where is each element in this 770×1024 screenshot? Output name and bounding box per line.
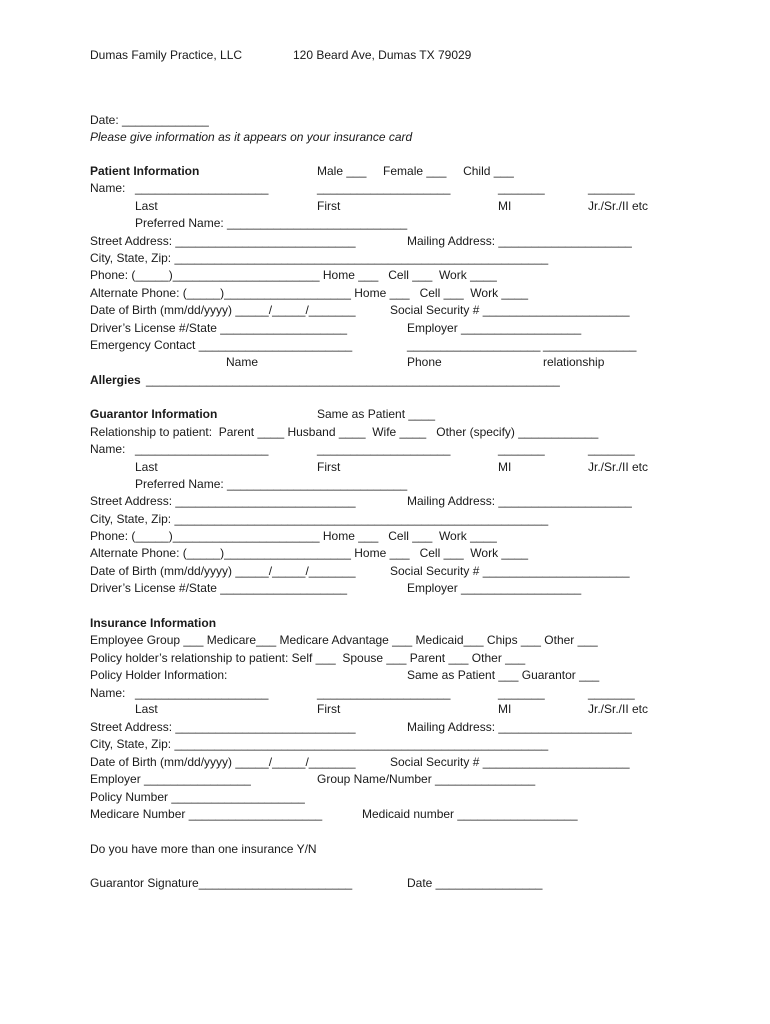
guarantor-same-as-patient[interactable]: Same as Patient ____ [317,407,436,421]
emergency-contact-field[interactable]: Emergency Contact _______________________ [90,338,353,352]
patient-street-address-field[interactable]: Street Address: ___________________________ [90,234,356,248]
guarantor-caption-last: Last [135,460,158,474]
policy-holder-employer-field[interactable]: Employer ________________ [90,772,251,786]
policy-holder-ssn-field[interactable]: Social Security # ______________________ [390,755,630,769]
guarantor-relationship-options[interactable]: Relationship to patient: Parent ____ Husband ____ Wife ____ Other (specify) ____________ [90,425,599,439]
patient-section-title: Patient Information [90,164,200,178]
emergency-phone-field[interactable]: ____________________ [407,338,541,352]
policy-holder-mailing-address-field[interactable]: Mailing Address: ____________________ [407,720,632,734]
patient-city-state-zip-field[interactable]: City, State, Zip: ________________________________________________________ [90,251,549,265]
guarantor-mi-field[interactable]: _______ [498,442,545,456]
signature-date-field[interactable]: Date ________________ [407,876,543,890]
policy-holder-info-label: Policy Holder Information: [90,668,228,682]
policy-holder-caption-first: First [317,702,341,716]
guarantor-phone-field[interactable]: Phone: (_____)______________________ Home ___ Cell ___ Work ____ [90,529,497,543]
policy-holder-city-state-zip-field[interactable]: City, State, Zip: ________________________________________________________ [90,737,549,751]
patient-employer-field[interactable]: Employer __________________ [407,321,582,335]
guarantor-city-state-zip-field[interactable]: City, State, Zip: ________________________________________________________ [90,512,549,526]
patient-mi-field[interactable]: _______ [498,181,545,195]
practice-address: 120 Beard Ave, Dumas TX 79029 [293,48,472,62]
guarantor-last-name-field[interactable]: ____________________ [135,442,269,456]
policy-holder-suffix-field[interactable]: _______ [588,686,635,700]
allergies-field[interactable]: ______________________________________________________________ [146,373,560,387]
guarantor-preferred-name-field[interactable]: Preferred Name: ___________________________ [135,477,408,491]
policy-holder-caption-last: Last [135,702,158,716]
medicare-number-field[interactable]: Medicare Number ____________________ [90,807,323,821]
patient-caption-first: First [317,199,341,213]
guarantor-suffix-field[interactable]: _______ [588,442,635,456]
policy-holder-dob-field[interactable]: Date of Birth (mm/dd/yyyy) _____/_____/_______ [90,755,356,769]
policy-number-field[interactable]: Policy Number ____________________ [90,790,305,804]
guarantor-caption-mi: MI [498,460,512,474]
emergency-caption-relationship: relationship [543,355,605,369]
guarantor-name-label: Name: [90,442,126,456]
instruction-text: Please give information as it appears on your insurance card [90,130,413,144]
group-name-number-field[interactable]: Group Name/Number _______________ [317,772,536,786]
patient-caption-mi: MI [498,199,512,213]
emergency-relationship-field[interactable]: ______________ [543,338,637,352]
guarantor-mailing-address-field[interactable]: Mailing Address: ____________________ [407,494,632,508]
guarantor-employer-field[interactable]: Employer __________________ [407,581,582,595]
guarantor-first-name-field[interactable]: ____________________ [317,442,451,456]
guarantor-street-address-field[interactable]: Street Address: ___________________________ [90,494,356,508]
patient-name-label: Name: [90,181,126,195]
insurance-section-title: Insurance Information [90,616,217,630]
guarantor-alternate-phone-field[interactable]: Alternate Phone: (_____)___________________ Home ___ Cell ___ Work ____ [90,546,529,560]
patient-dob-field[interactable]: Date of Birth (mm/dd/yyyy) _____/_____/_______ [90,303,356,317]
guarantor-dob-field[interactable]: Date of Birth (mm/dd/yyyy) _____/_____/_______ [90,564,356,578]
policy-holder-caption-mi: MI [498,702,512,716]
guarantor-ssn-field[interactable]: Social Security # ______________________ [390,564,630,578]
patient-caption-last: Last [135,199,158,213]
more-than-one-insurance-question[interactable]: Do you have more than one insurance Y/N [90,842,317,856]
patient-last-name-field[interactable]: ____________________ [135,181,269,195]
policy-holder-mi-field[interactable]: _______ [498,686,545,700]
policy-holder-last-name-field[interactable]: ____________________ [135,686,269,700]
policy-holder-relationship-options[interactable]: Policy holder’s relationship to patient: Self ___ Spouse ___ Parent ___ Other ___ [90,651,526,665]
policy-holder-name-label: Name: [90,686,126,700]
policy-holder-street-address-field[interactable]: Street Address: ___________________________ [90,720,356,734]
patient-suffix-field[interactable]: _______ [588,181,635,195]
practice-name: Dumas Family Practice, LLC [90,48,243,62]
guarantor-section-title: Guarantor Information [90,407,218,421]
policy-holder-caption-suffix: Jr./Sr./II etc [588,702,649,716]
patient-preferred-name-field[interactable]: Preferred Name: ___________________________ [135,216,408,230]
insurance-group-options[interactable]: Employee Group ___ Medicare___ Medicare Advantage ___ Medicaid___ Chips ___ Other ___ [90,633,598,647]
guarantor-signature-field[interactable]: Guarantor Signature_______________________ [90,876,353,890]
emergency-caption-phone: Phone [407,355,442,369]
patient-ssn-field[interactable]: Social Security # ______________________ [390,303,630,317]
patient-first-name-field[interactable]: ____________________ [317,181,451,195]
patient-caption-suffix: Jr./Sr./II etc [588,199,649,213]
medicaid-number-field[interactable]: Medicaid number __________________ [362,807,578,821]
guarantor-license-field[interactable]: Driver’s License #/State ___________________ [90,581,348,595]
date-field[interactable]: Date: _____________ [90,113,209,127]
patient-gender-options[interactable]: Male ___ Female ___ Child ___ [317,164,514,178]
policy-holder-same-as-options[interactable]: Same as Patient ___ Guarantor ___ [407,668,600,682]
emergency-caption-name: Name [226,355,259,369]
patient-phone-field[interactable]: Phone: (_____)______________________ Home ___ Cell ___ Work ____ [90,268,497,282]
patient-license-field[interactable]: Driver’s License #/State ___________________ [90,321,348,335]
allergies-label: Allergies [90,373,141,387]
patient-alternate-phone-field[interactable]: Alternate Phone: (_____)___________________ Home ___ Cell ___ Work ____ [90,286,529,300]
guarantor-caption-first: First [317,460,341,474]
patient-mailing-address-field[interactable]: Mailing Address: ____________________ [407,234,632,248]
guarantor-caption-suffix: Jr./Sr./II etc [588,460,649,474]
policy-holder-first-name-field[interactable]: ____________________ [317,686,451,700]
